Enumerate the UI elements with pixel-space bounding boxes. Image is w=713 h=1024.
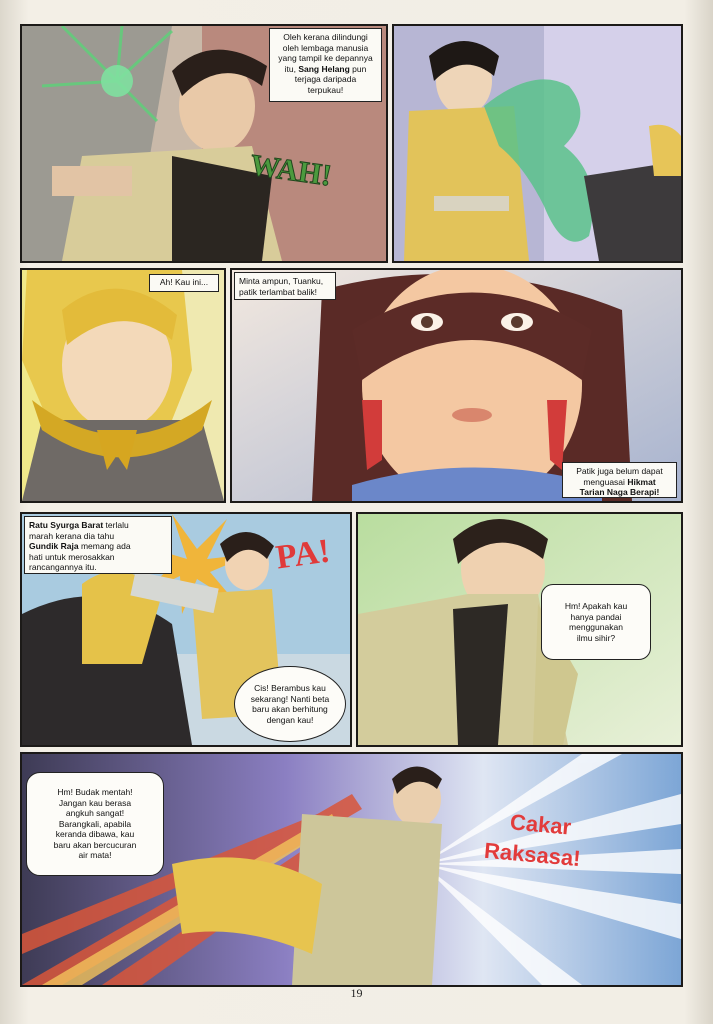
balloon-line: baru akan bercucuran [53,839,137,850]
caption-text: menguasai [583,476,625,487]
caption-line [567,477,672,488]
page-number: 19 [350,986,363,1000]
caption-text: memang ada [80,541,131,551]
caption-line: Oleh kerana dilindungi [283,32,368,42]
balloon-line: Cis! Berambus kau [254,683,326,693]
caption-line: Patik juga belum dapat [576,466,663,476]
name-ratu-syurga-barat: Ratu Syurga Barat [29,520,104,530]
balloon-line: menggunakan [569,622,623,632]
caption-bold: Tarian Naga Berapi! [579,487,660,497]
balloon-line: Hm! Budak mentah! [57,787,133,798]
caption-line: oleh lembaga manusia [282,42,369,53]
balloon-line: ilmu sihir? [576,632,616,643]
caption-line: Minta ampun, Tuanku, [239,276,324,286]
caption-line: yang tampil ke depannya [278,53,373,63]
caption-box-top [234,272,336,300]
balloon-line: hanya pandai [570,611,622,622]
speech-balloon [541,584,651,660]
panel-7 [20,752,683,987]
caption-line: rancangannya itu. [29,562,97,572]
panel-2 [392,24,683,263]
sfx-wah: WAH! [248,148,334,193]
panel-6 [356,512,683,747]
panel-1 [20,24,388,263]
panel-2-art [394,26,681,261]
name-gundik-raja: Gundik Raja [29,541,79,551]
caption-line: hati untuk merosakkan [29,551,115,562]
caption-line [274,64,377,75]
caption-line [29,541,167,552]
caption-text: pun [349,63,367,74]
speech-balloon [26,772,164,876]
sfx-cakar: Cakar [509,809,573,840]
speech-box: Ah! Kau ini... [149,274,219,292]
speech-balloon [234,666,346,742]
caption-line: patik terlambat balik! [239,286,317,297]
balloon-line: angkuh sangat! [65,808,125,819]
caption-line: terpukau! [307,84,344,95]
balloon-line: Barangkali, apabila [58,818,132,829]
caption-bold: Hikmat [627,476,656,487]
caption-box [24,516,172,574]
name-sang-helang: Sang Helang [298,63,350,74]
balloon-line: keranda dibawa, kau [55,829,135,840]
caption-text: terlalu [105,520,129,530]
caption-line [567,487,672,498]
panel-3-art [22,270,224,501]
caption-text: itu, [284,63,299,74]
caption-box [269,28,382,102]
balloon-line: baru akan berhitung [252,704,328,714]
panel-3 [20,268,226,503]
balloon-line: sekarang! Nanti beta [250,693,330,704]
sfx-pa: PA! [273,532,333,577]
caption-line: terjaga daripada [294,74,357,84]
caption-line [29,520,167,531]
panel-4 [230,268,683,503]
panel-5 [20,512,352,747]
balloon-line: Jangan kau berasa [58,797,132,808]
balloon-line: Hm! Apakah kau [564,601,628,611]
sfx-raksasa: Raksasa! [483,837,582,872]
balloon-line: air mata! [78,850,112,861]
balloon-line: dengan kau! [266,714,314,725]
caption-line: marah kerana dia tahu [29,530,115,541]
caption-box-bottom [562,462,677,498]
